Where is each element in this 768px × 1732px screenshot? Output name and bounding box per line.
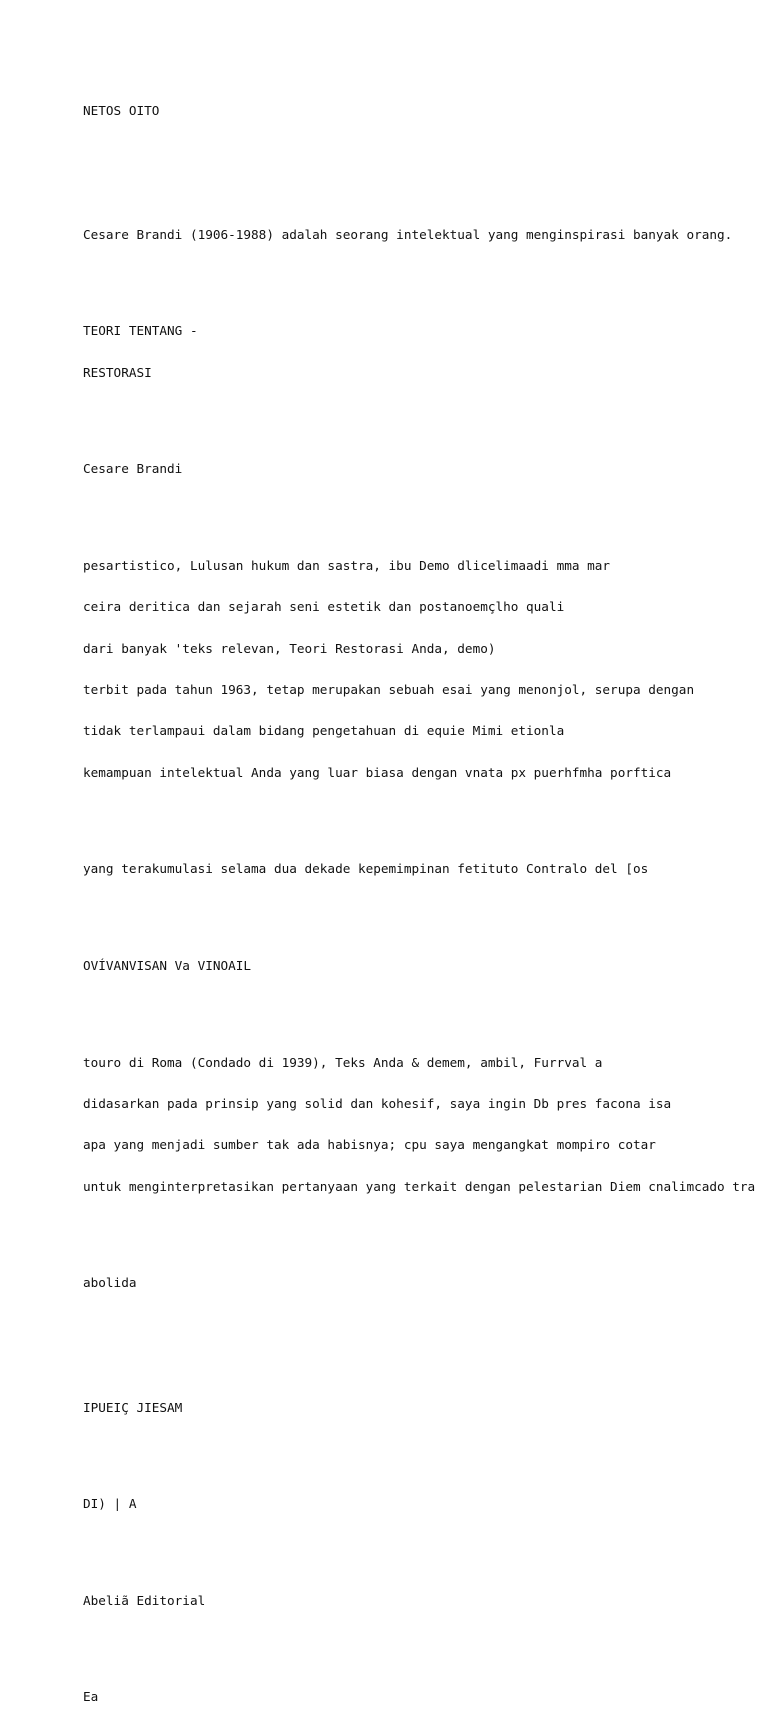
paragraph-line: touro di Roma (Condado di 1939), Teks Anda & demem, ambil, Furrval a [83,1054,603,1070]
spacer [83,1538,768,1552]
spacer [83,1221,768,1235]
spacer [83,1635,768,1649]
paragraph-line: terbit pada tahun 1963, tetap merupakan sebuah esai yang menonjol, serupa dengan [83,682,695,698]
paragraph-line: dari banyak 'teks relevan, Teori Restorasi Anda, demo) [83,640,496,656]
footer-heading: IPUEIÇ JIESAM [83,1399,183,1415]
publisher-line: Abeliã Editorial [83,1592,206,1608]
section-heading: OVÍVANVISAN Va VINOAIL [83,958,252,973]
paragraph-line: untuk menginterpretasikan pertanyaan yang terkait dengan pelestarian Diem cnalimcado tra [83,1178,756,1194]
spacer [83,1318,768,1359]
author-line: Cesare Brandi [83,461,183,477]
spacer [83,145,768,186]
title-line: TEORI TENTANG - [83,323,198,339]
spacer [83,504,768,518]
footer-line: DI) | A [83,1496,137,1512]
document-body [83,76,768,1732]
footer-end-line: Ea [83,1689,99,1705]
spacer [83,904,768,918]
spacer [83,1442,768,1456]
intro-line: Cesare Brandi (1906-1988) adalah seorang intelektual yang menginspirasi banyak orang. [83,226,733,242]
paragraph-line: didasarkan pada prinsip yang solid dan kohesif, saya ingin Db pres facona isa [83,1095,672,1111]
paragraph-line: apa yang menjadi sumber tak ada habisnya; cpu saya mengangkat mompiro cotar [83,1137,656,1153]
spacer [83,269,768,283]
spacer [83,1000,768,1014]
paragraph-line: abolida [83,1275,137,1291]
paragraph-line: kemampuan intelektual Anda yang luar biasa dengan vnata px puerhfmha porftica [83,764,672,780]
spacer [83,407,768,421]
title-line: RESTORASI [83,364,152,380]
paragraph-line: pesartistico, Lulusan hukum dan sastra, ibu Demo dlicelimaadi mma mar [83,557,611,573]
document-heading: NETOS OITO [83,102,160,118]
paragraph-line: ceira deritica dan sejarah seni estetik dan postanoemçlho quali [83,599,565,615]
paragraph-line: yang terakumulasi selama dua dekade kepemimpinan fetituto Contralo del [os [83,861,649,877]
paragraph-line: tidak terlampaui dalam bidang pengetahuan di equie Mimi etionla [83,723,565,739]
spacer [83,807,768,821]
